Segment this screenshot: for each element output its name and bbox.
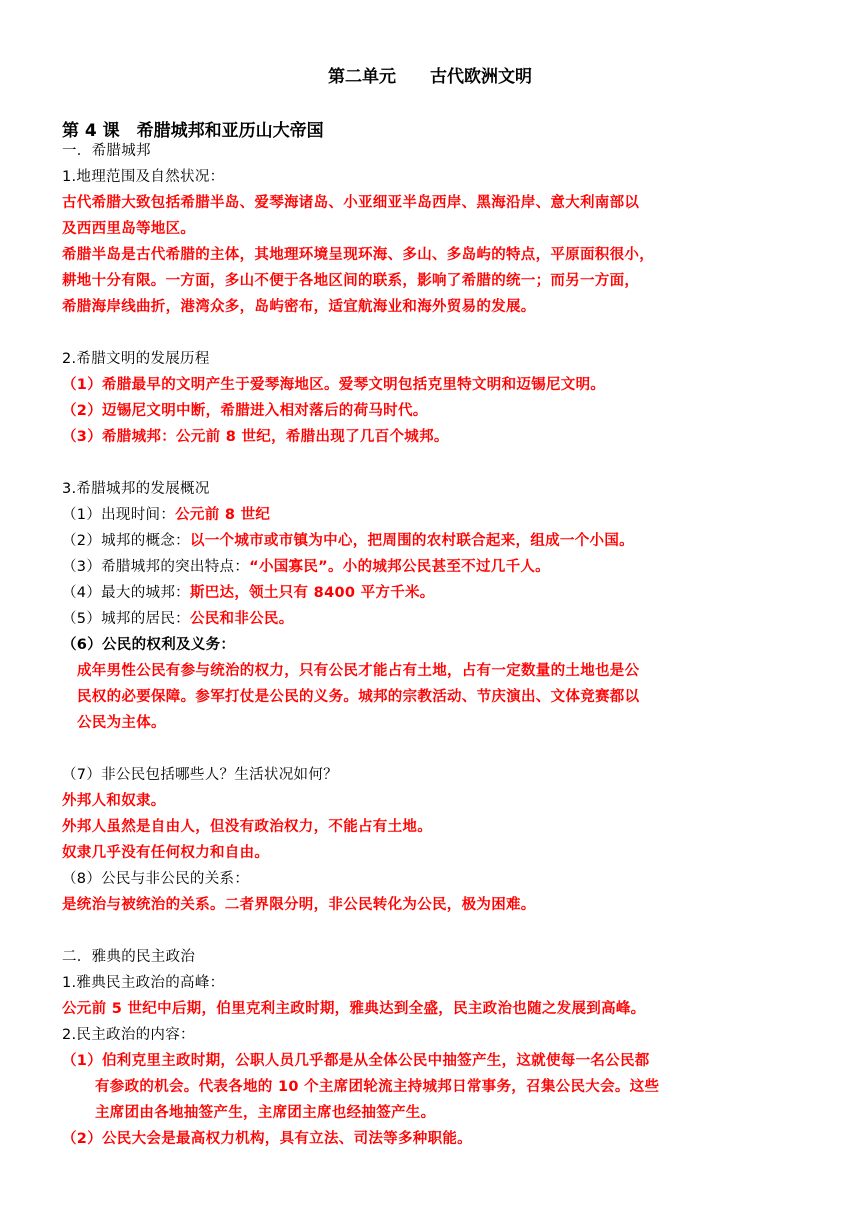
body-line: 公元前 5 世纪中后期，伯里克利主政时期，雅典达到全盛，民主政治也随之发展到高峰。 [62, 1001, 646, 1017]
body-line: （1）希腊最早的文明产生于爱琴海地区。爱琴文明包括克里特文明和迈锡尼文明。 [62, 377, 606, 393]
list-item [62, 606, 294, 632]
body-line: 古代希腊大致包括希腊半岛、爱琴海诸岛、小亚细亚半岛西岸、黑海沿岸、意大利南部以 [62, 195, 640, 211]
lesson-title: 第 4 课 希腊城邦和亚历山大帝国 [62, 121, 324, 141]
subheading-history: 2.希腊文明的发展历程 [62, 351, 210, 367]
body-line: 有参政的机会。代表各地的 10 个主席团轮流主持城邦日常事务，召集公民大会。这些 [95, 1079, 660, 1095]
body-line: 主席团由各地抽签产生，主席团主席也经抽签产生。 [95, 1105, 436, 1121]
subheading-peak: 1.雅典民主政治的高峰： [62, 975, 225, 991]
item-label: （3）希腊城邦的突出特点： [62, 559, 250, 575]
item-value: “小国寡民”。小的城邦公民甚至不过几千人。 [249, 559, 550, 575]
body-line: （1）伯利克里主政时期，公职人员几乎都是从全体公民中抽签产生，这就使每一名公民都 [62, 1053, 650, 1069]
item-value: 斯巴达，领土只有 8400 平方千米。 [189, 585, 435, 601]
subheading-content: 2.民主政治的内容： [62, 1027, 195, 1043]
item-label: （2）城邦的概念： [62, 533, 190, 549]
body-line: 耕地十分有限。一方面，多山不便于各地区间的联系，影响了希腊的统一；而另一方面， [62, 273, 640, 289]
list-item [62, 502, 270, 528]
body-line: （3）希腊城邦：公元前 8 世纪，希腊出现了几百个城邦。 [62, 429, 449, 445]
list-item [62, 554, 550, 580]
item-6-label: （6）公民的权利及义务： [62, 637, 236, 653]
item-label: （1）出现时间： [62, 507, 176, 523]
item-label: （5）城邦的居民： [62, 611, 190, 627]
body-line: 是统治与被统治的关系。二者界限分明，非公民转化为公民，极为困难。 [62, 897, 536, 913]
list-item [62, 580, 435, 606]
body-line: 奴隶几乎没有任何权力和自由。 [62, 845, 270, 861]
item-value: 公民和非公民。 [189, 611, 294, 627]
subheading-city-states: 3.希腊城邦的发展概况 [62, 481, 210, 497]
item-value: 公元前 8 世纪 [175, 507, 271, 523]
body-line: （2）迈锡尼文明中断，希腊进入相对落后的荷马时代。 [62, 403, 428, 419]
body-line: 希腊海岸线曲折，港湾众多，岛屿密布，适宜航海业和海外贸易的发展。 [62, 299, 536, 315]
list-item [62, 528, 634, 554]
section-heading-2: 二．雅典的民主政治 [62, 949, 196, 965]
body-line: （2）公民大会是最高权力机构，具有立法、司法等多种职能。 [62, 1131, 472, 1147]
body-line: 希腊半岛是古代希腊的主体，其地理环境呈现环海、多山、多岛屿的特点，平原面积很小， [62, 247, 654, 263]
section-heading-1: 一．希腊城邦 [62, 143, 151, 159]
item-8-label: （8）公民与非公民的关系： [62, 871, 250, 887]
body-line: 及西西里岛等地区。 [62, 221, 196, 237]
body-line: 公民为主体。 [77, 715, 166, 731]
body-line: 外邦人和奴隶。 [62, 793, 166, 809]
unit-title: 第二单元 古代欧洲文明 [328, 67, 532, 87]
body-line: 外邦人虽然是自由人，但没有政治权力，不能占有土地。 [62, 819, 432, 835]
body-line: 民权的必要保障。参军打仗是公民的义务。城邦的宗教活动、节庆演出、文体竞赛都以 [77, 689, 640, 705]
item-7-label: （7）非公民包括哪些人？生活状况如何？ [62, 767, 338, 783]
item-label: （4）最大的城邦： [62, 585, 190, 601]
body-line: 成年男性公民有参与统治的权力，只有公民才能占有土地，占有一定数量的土地也是公 [77, 663, 640, 679]
subheading-geography: 1.地理范围及自然状况： [62, 169, 225, 185]
item-value: 以一个城市或市镇为中心，把周围的农村联合起来，组成一个小国。 [189, 533, 634, 549]
